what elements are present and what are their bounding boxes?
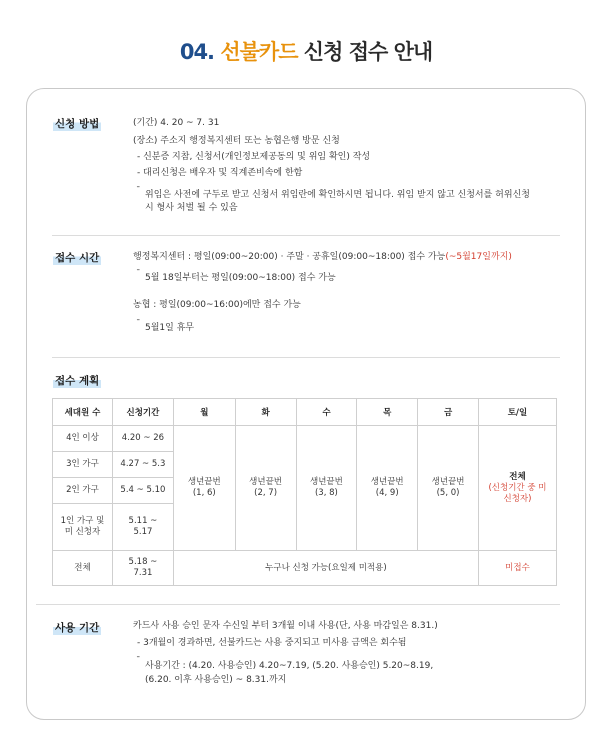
apply-id-note: - 신분증 지참, 신청서(개인정보제공동의 및 위임 확인) 작성 [137, 152, 371, 162]
period-cell: 5.18 ~ 7.31 [112, 551, 173, 586]
apply-warning-1: 위임은 사전에 구두로 받고 신청서 위임란에 확인하시면 됩니다. 위임 받지 않고 신청서를 허위신청 [145, 190, 530, 200]
table-header-row [53, 399, 557, 426]
hours-center-until: (~5월17일까지) [445, 252, 512, 262]
bullet-mark: ˉ [136, 656, 141, 666]
household-size-cell: 2인 가구 [53, 478, 113, 504]
header-cell: 세대원 수 [53, 399, 113, 426]
section-label-reception-plan: 접수 계획 [55, 375, 100, 387]
weekend-cell: 전체 (신청기간 중 미신청자) [478, 426, 556, 551]
weekday-cell-fri: 생년끝번 (5, 0) [418, 426, 479, 551]
header-cell: 수 [296, 399, 357, 426]
weekend-not-accepted-cell: 미접수 [478, 551, 556, 586]
apply-warning-2: 시 형사 처벌 될 수 있음 [145, 203, 238, 213]
holiday-may1: 5월1일 휴무 [145, 323, 195, 333]
bullet-mark: ˉ [136, 319, 141, 329]
reception-plan-table [52, 398, 557, 586]
household-size-cell: 1인 가구 및 미 신청자 [53, 504, 113, 551]
household-size-cell: 전체 [53, 551, 113, 586]
period-cell: 4.27 ~ 5.3 [112, 452, 173, 478]
period-cell: 5.11 ~ 5.17 [112, 504, 173, 551]
section-label-apply-method: 신청 방법 [55, 118, 100, 130]
weekday-cell-thu: 생년끝번 (4, 9) [357, 426, 418, 551]
table-row [53, 426, 557, 452]
hours-center-main: 행정복지센터 : 평일(09:00~20:00) · 주말 · 공휴일(09:00~18:00) 접수 가능 [133, 252, 446, 262]
period-cell: 5.4 ~ 5.10 [112, 478, 173, 504]
section-label-reception-hours: 접수 시간 [55, 252, 100, 264]
section-label-usage-period: 사용 기간 [55, 622, 100, 634]
hours-nonghyup: 농협 : 평일(09:00~16:00)에만 접수 가능 [133, 300, 301, 310]
divider [36, 604, 560, 605]
weekday-cell-tue: 생년끝번 (2, 7) [235, 426, 296, 551]
usage-expiry-note: - 3개월이 경과하면, 선불카드는 사용 중지되고 미사용 금액은 회수됨 [137, 638, 407, 648]
header-cell: 목 [357, 399, 418, 426]
title-rest: 신청 접수 안내 [297, 40, 433, 64]
header-cell: 금 [418, 399, 479, 426]
header-cell: 월 [173, 399, 235, 426]
weekday-cell-wed: 생년끝번 (3, 8) [296, 426, 357, 551]
hours-center [133, 251, 512, 264]
bullet-mark: ˉ [136, 186, 141, 196]
weekday-cell-mon: 생년끝번 (1, 6) [173, 426, 235, 551]
apply-period: (기간) 4. 20 ~ 7. 31 [133, 118, 220, 128]
household-size-cell: 3인 가구 [53, 452, 113, 478]
table-row [53, 551, 557, 586]
header-cell: 신청기간 [112, 399, 173, 426]
weekday-all-cell: 누구나 신청 가능(요일제 미적용) [173, 551, 478, 586]
header-cell: 토/일 [478, 399, 556, 426]
period-cell: 4.20 ~ 26 [112, 426, 173, 452]
divider [52, 357, 560, 358]
bullet-mark: ˉ [136, 269, 141, 279]
apply-place: (장소) 주소지 행정복지센터 또는 농협은행 방문 신청 [133, 136, 340, 146]
page-title [0, 36, 612, 66]
apply-proxy-note: - 대리신청은 배우자 및 직계존비속에 한함 [137, 168, 303, 178]
hours-from-may18: 5월 18일부터는 평일(09:00~18:00) 접수 가능 [145, 273, 336, 283]
usage-schedule-1: 사용기간 : (4.20. 사용승인) 4.20~7.19, (5.20. 사용승인) 5.20~8.19, [145, 661, 434, 671]
household-size-cell: 4인 이상 [53, 426, 113, 452]
usage-line: 카드사 사용 승인 문자 수신일 부터 3개월 이내 사용(단, 사용 마감일은 8.31.) [133, 621, 438, 631]
usage-schedule-2: (6.20. 이후 사용승인) ~ 8.31.까지 [145, 675, 287, 685]
header-cell: 화 [235, 399, 296, 426]
title-number: 04. [179, 40, 215, 64]
divider [52, 235, 560, 236]
title-highlight: 선불카드 [220, 40, 298, 64]
